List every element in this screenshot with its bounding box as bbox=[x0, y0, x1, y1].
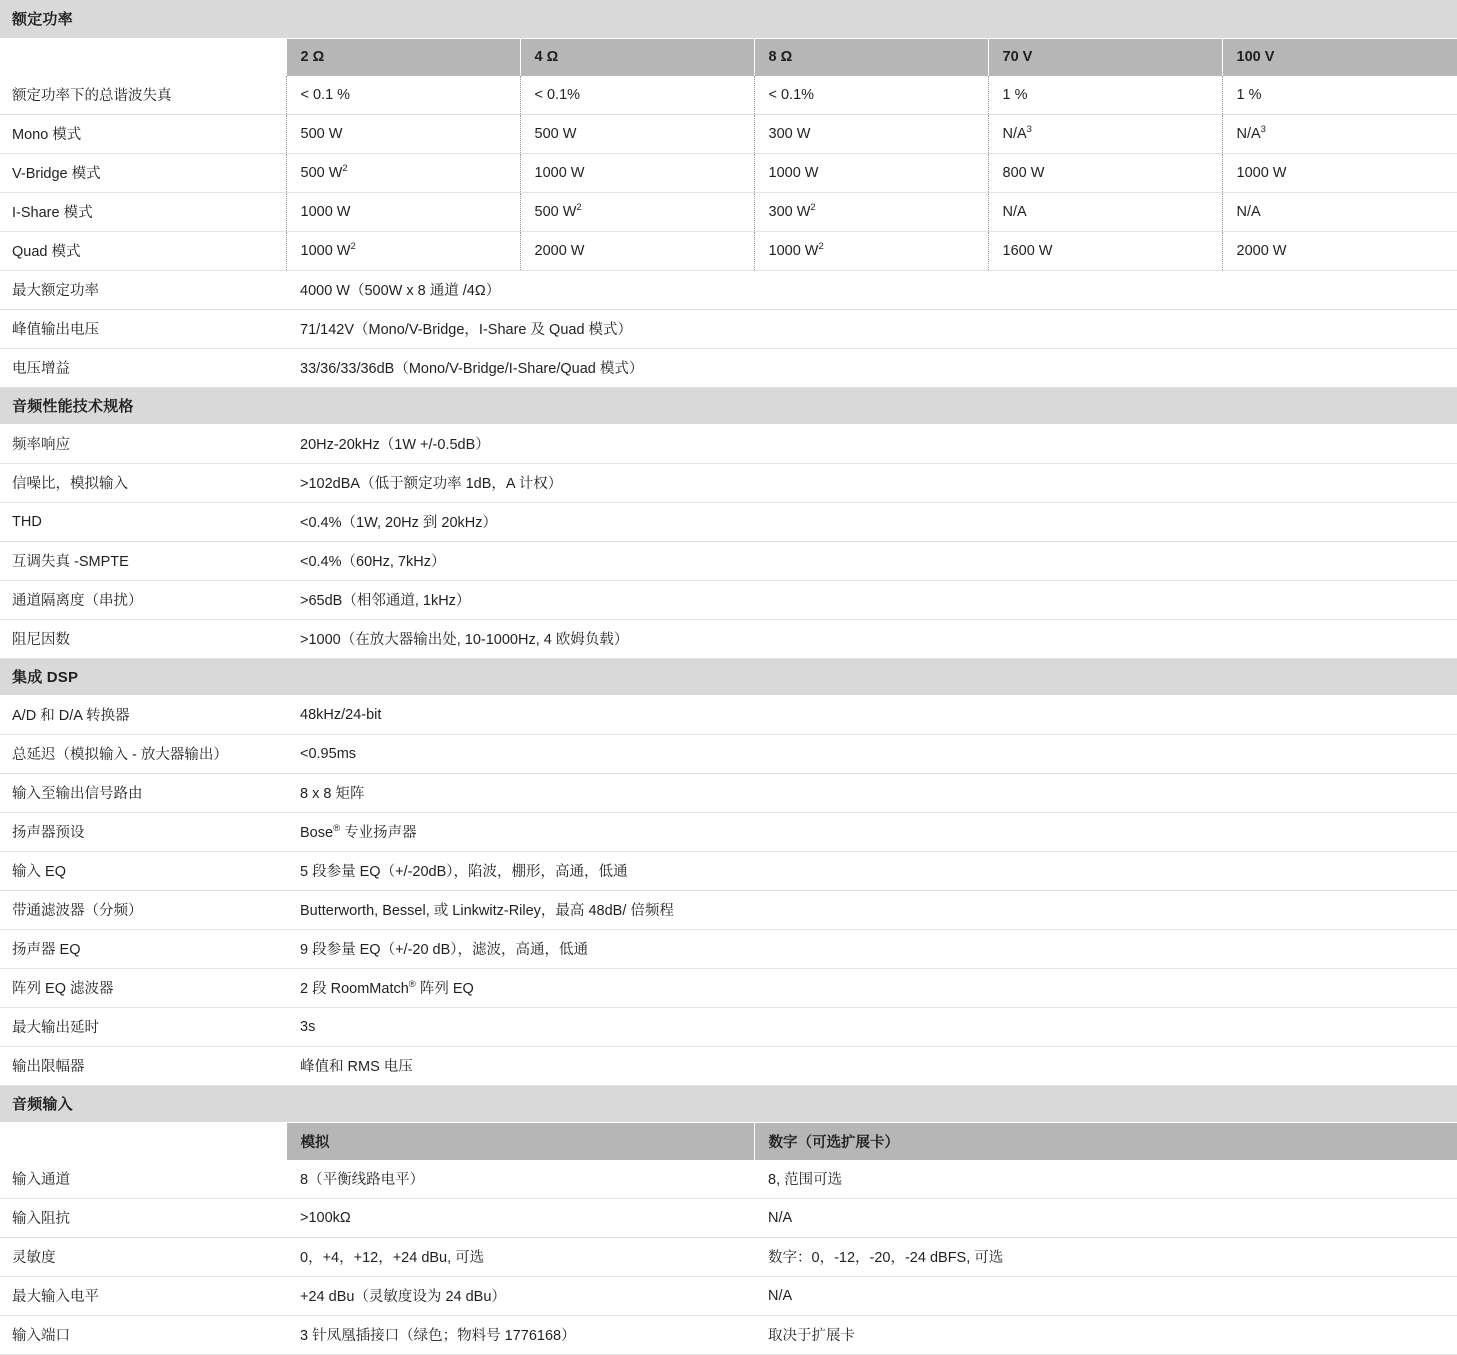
row-value: >65dB（相邻通道, 1kHz） bbox=[286, 581, 1457, 620]
table-row bbox=[0, 349, 1457, 388]
table-row bbox=[0, 930, 1457, 969]
row-value: Bose® 专业扬声器 bbox=[286, 813, 1457, 852]
row-label: 频率响应 bbox=[0, 425, 286, 464]
column-header-8ohm: 8 Ω bbox=[754, 39, 988, 77]
row-value: 20Hz-20kHz（1W +/-0.5dB） bbox=[286, 425, 1457, 464]
row-value: <0.4%（1W, 20Hz 到 20kHz） bbox=[286, 503, 1457, 542]
table-row bbox=[0, 154, 1457, 193]
table-row bbox=[0, 774, 1457, 813]
row-label: 扬声器预设 bbox=[0, 813, 286, 852]
table-row bbox=[0, 503, 1457, 542]
table-row bbox=[0, 1160, 1457, 1199]
row-value: N/A bbox=[754, 1199, 1457, 1238]
row-value: 2000 W bbox=[1222, 232, 1457, 271]
row-value: 峰值和 RMS 电压 bbox=[286, 1047, 1457, 1086]
row-label: 输入端口 bbox=[0, 1316, 286, 1355]
row-value: 300 W bbox=[754, 115, 988, 154]
section-header-audio-input bbox=[0, 1086, 1457, 1123]
table-row bbox=[0, 620, 1457, 659]
row-value: 1000 W bbox=[1222, 154, 1457, 193]
table-row bbox=[0, 1277, 1457, 1316]
row-value: 500 $W^2$ bbox=[286, 154, 520, 193]
row-value: 1000 $W^2$ bbox=[286, 232, 520, 271]
table-row bbox=[0, 76, 1457, 115]
table-row bbox=[0, 1047, 1457, 1086]
column-header-blank bbox=[0, 1123, 286, 1161]
row-value: 8, 范围可选 bbox=[754, 1160, 1457, 1199]
row-value: 3 针凤凰插接口（绿色；物料号 1776168） bbox=[286, 1316, 754, 1355]
row-value: 300 $W^2$ bbox=[754, 193, 988, 232]
table-row bbox=[0, 813, 1457, 852]
row-label: 输入通道 bbox=[0, 1160, 286, 1199]
column-header-digital: 数字（可选扩展卡） bbox=[754, 1123, 1457, 1161]
table-row bbox=[0, 1008, 1457, 1047]
column-header-2ohm: 2 Ω bbox=[286, 39, 520, 77]
row-value: 33/36/33/36dB（Mono/V-Bridge/I-Share/Quad 模式） bbox=[286, 349, 1457, 388]
row-value: 取决于扩展卡 bbox=[754, 1316, 1457, 1355]
row-value: 2 段 RoomMatch® 阵列 EQ bbox=[286, 969, 1457, 1008]
row-value: >1000（在放大器输出处, 10-1000Hz, 4 欧姆负载） bbox=[286, 620, 1457, 659]
column-header-blank bbox=[0, 39, 286, 77]
row-value: $N/A^3$ bbox=[988, 115, 1222, 154]
column-header-row-input bbox=[0, 1123, 1457, 1161]
table-row bbox=[0, 735, 1457, 774]
table-row bbox=[0, 1238, 1457, 1277]
row-label: 输出限幅器 bbox=[0, 1047, 286, 1086]
table-row bbox=[0, 852, 1457, 891]
table-row bbox=[0, 425, 1457, 464]
table-row bbox=[0, 115, 1457, 154]
row-value: 1000 W bbox=[520, 154, 754, 193]
row-value: 数字：0，-12，-20，-24 dBFS, 可选 bbox=[754, 1238, 1457, 1277]
row-label: 额定功率下的总谐波失真 bbox=[0, 76, 286, 115]
table-row bbox=[0, 1316, 1457, 1355]
row-value: 3s bbox=[286, 1008, 1457, 1047]
section-title: 音频输入 bbox=[0, 1086, 1457, 1123]
row-value: 500 W bbox=[520, 115, 754, 154]
row-value: 48kHz/24-bit bbox=[286, 696, 1457, 735]
table-row bbox=[0, 542, 1457, 581]
row-label: 峰值输出电压 bbox=[0, 310, 286, 349]
row-value: 500 W bbox=[286, 115, 520, 154]
table-row bbox=[0, 232, 1457, 271]
row-label: Quad 模式 bbox=[0, 232, 286, 271]
row-label: 输入 EQ bbox=[0, 852, 286, 891]
row-value: 1 % bbox=[988, 76, 1222, 115]
row-label: 输入阻抗 bbox=[0, 1199, 286, 1238]
row-value: 1000 W bbox=[286, 193, 520, 232]
row-label: 扬声器 EQ bbox=[0, 930, 286, 969]
row-label: 信噪比，模拟输入 bbox=[0, 464, 286, 503]
row-label: A/D 和 D/A 转换器 bbox=[0, 696, 286, 735]
row-label: 阻尼因数 bbox=[0, 620, 286, 659]
row-label: 输入至输出信号路由 bbox=[0, 774, 286, 813]
table-row bbox=[0, 891, 1457, 930]
row-label: 总延迟（模拟输入 - 放大器输出） bbox=[0, 735, 286, 774]
row-value: Butterworth, Bessel, 或 Linkwitz-Riley，最高 48dB/ 倍频程 bbox=[286, 891, 1457, 930]
table-row bbox=[0, 1199, 1457, 1238]
row-value: 0，+4，+12，+24 dBu, 可选 bbox=[286, 1238, 754, 1277]
section-title: 音频性能技术规格 bbox=[0, 388, 1457, 425]
row-value: >100kΩ bbox=[286, 1199, 754, 1238]
row-value: 5 段参量 EQ（+/-20dB），陷波，棚形，高通，低通 bbox=[286, 852, 1457, 891]
row-value: <0.4%（60Hz, 7kHz） bbox=[286, 542, 1457, 581]
row-value: 500 $W^2$ bbox=[520, 193, 754, 232]
row-label: I-Share 模式 bbox=[0, 193, 286, 232]
row-value: <0.95ms bbox=[286, 735, 1457, 774]
column-header-70v: 70 V bbox=[988, 39, 1222, 77]
row-value: 9 段参量 EQ（+/-20 dB），滤波，高通，低通 bbox=[286, 930, 1457, 969]
row-label: 互调失真 -SMPTE bbox=[0, 542, 286, 581]
row-label: 最大输入电平 bbox=[0, 1277, 286, 1316]
table-row bbox=[0, 696, 1457, 735]
row-value: 1000 $W^2$ bbox=[754, 232, 988, 271]
row-value: $N/A^3$ bbox=[1222, 115, 1457, 154]
row-value: 2000 W bbox=[520, 232, 754, 271]
row-value: < 0.1 % bbox=[286, 76, 520, 115]
section-title: 集成 DSP bbox=[0, 659, 1457, 696]
column-header-analog: 模拟 bbox=[286, 1123, 754, 1161]
table-row bbox=[0, 969, 1457, 1008]
row-label: 灵敏度 bbox=[0, 1238, 286, 1277]
row-label: 通道隔离度（串扰） bbox=[0, 581, 286, 620]
row-label: THD bbox=[0, 503, 286, 542]
row-value: 71/142V（Mono/V-Bridge，I-Share 及 Quad 模式） bbox=[286, 310, 1457, 349]
section-header-audio-performance bbox=[0, 388, 1457, 425]
row-value: 4000 W（500W x 8 通道 /4Ω） bbox=[286, 271, 1457, 310]
row-value: +24 dBu（灵敏度设为 24 dBu） bbox=[286, 1277, 754, 1316]
row-value: >102dBA（低于额定功率 1dB，A 计权） bbox=[286, 464, 1457, 503]
column-header-row-impedance bbox=[0, 39, 1457, 77]
row-value: N/A bbox=[754, 1277, 1457, 1316]
row-value: 8（平衡线路电平） bbox=[286, 1160, 754, 1199]
row-value: 8 x 8 矩阵 bbox=[286, 774, 1457, 813]
row-value: 1600 W bbox=[988, 232, 1222, 271]
row-label: V-Bridge 模式 bbox=[0, 154, 286, 193]
row-value: 800 W bbox=[988, 154, 1222, 193]
row-label: 带通滤波器（分频） bbox=[0, 891, 286, 930]
row-label: Mono 模式 bbox=[0, 115, 286, 154]
row-label: 最大额定功率 bbox=[0, 271, 286, 310]
row-value: 1000 W bbox=[754, 154, 988, 193]
row-value: N/A bbox=[1222, 193, 1457, 232]
row-label: 电压增益 bbox=[0, 349, 286, 388]
row-value: 1 % bbox=[1222, 76, 1457, 115]
row-label: 最大输出延时 bbox=[0, 1008, 286, 1047]
table-row bbox=[0, 193, 1457, 232]
table-row bbox=[0, 271, 1457, 310]
row-value: < 0.1% bbox=[754, 76, 988, 115]
column-header-100v: 100 V bbox=[1222, 39, 1457, 77]
column-header-4ohm: 4 Ω bbox=[520, 39, 754, 77]
section-header-dsp bbox=[0, 659, 1457, 696]
table-row bbox=[0, 310, 1457, 349]
row-label: 阵列 EQ 滤波器 bbox=[0, 969, 286, 1008]
section-header-rated-power bbox=[0, 0, 1457, 39]
table-row bbox=[0, 464, 1457, 503]
table-row bbox=[0, 581, 1457, 620]
row-value: < 0.1% bbox=[520, 76, 754, 115]
section-title: 额定功率 bbox=[0, 0, 1457, 39]
row-value: N/A bbox=[988, 193, 1222, 232]
